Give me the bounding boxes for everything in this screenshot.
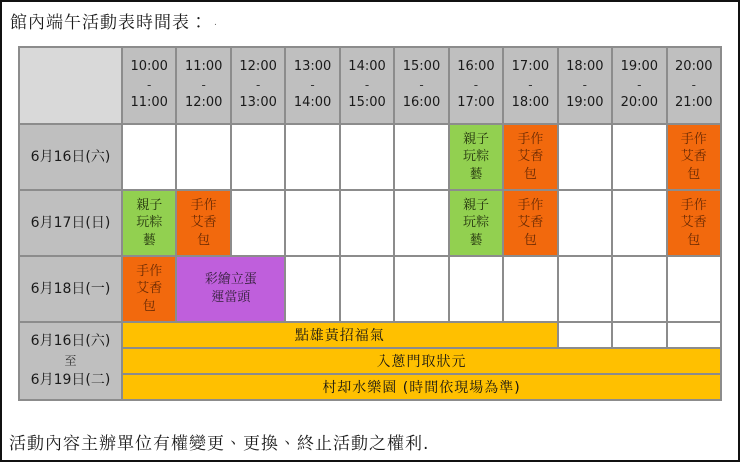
time-header-cell: 19:00 - 20:00	[612, 47, 666, 124]
header-row	[19, 47, 721, 124]
bar-waterpark: 村却水樂園 (時間依現場為準)	[122, 374, 721, 400]
empty-cell	[449, 256, 503, 322]
activity-cell-sachet: 手作 艾香 包	[122, 256, 176, 322]
day-row-jun18	[19, 256, 721, 322]
empty-cell	[612, 322, 666, 348]
disclaimer-text: 活動內容主辦單位有權變更、更換、終止活動之權利.	[9, 434, 430, 454]
empty-cell	[340, 190, 394, 256]
time-header-cell: 18:00 - 19:00	[558, 47, 612, 124]
row-label-jun16: 6月16日(六)	[19, 124, 122, 190]
time-header-cell: 15:00 - 16:00	[394, 47, 448, 124]
empty-cell	[394, 124, 448, 190]
time-header-cell: 13:00 - 14:00	[285, 47, 339, 124]
empty-cell	[122, 124, 176, 190]
bar-scallion: 入蔥門取狀元	[122, 348, 721, 374]
time-header-cell: 16:00 - 17:00	[449, 47, 503, 124]
time-header-cell: 14:00 - 15:00	[340, 47, 394, 124]
activity-cell-sachet: 手作 艾香 包	[503, 124, 557, 190]
range-row-scallion	[19, 348, 721, 374]
empty-cell	[176, 124, 230, 190]
day-row-jun17	[19, 190, 721, 256]
corner-cell	[19, 47, 122, 124]
empty-cell	[558, 256, 612, 322]
time-header-cell: 20:00 - 21:00	[667, 47, 721, 124]
activity-cell-egg: 彩繪立蛋 運當頭	[176, 256, 285, 322]
activity-cell-zongzi: 親子 玩粽 藝	[122, 190, 176, 256]
empty-cell	[231, 190, 285, 256]
empty-cell	[612, 124, 666, 190]
empty-cell	[558, 190, 612, 256]
page-title-text: 館內端午活動表時間表：	[10, 13, 208, 33]
empty-cell	[667, 322, 721, 348]
time-header-cell: 17:00 - 18:00	[503, 47, 557, 124]
empty-cell	[231, 124, 285, 190]
empty-cell	[612, 256, 666, 322]
empty-cell	[558, 124, 612, 190]
empty-cell	[340, 256, 394, 322]
schedule-table	[18, 46, 722, 401]
empty-cell	[394, 190, 448, 256]
time-header-cell: 12:00 - 13:00	[231, 47, 285, 124]
activity-cell-sachet: 手作 艾香 包	[176, 190, 230, 256]
row-label-jun17: 6月17日(日)	[19, 190, 122, 256]
empty-cell	[667, 256, 721, 322]
row-label-jun18: 6月18日(一)	[19, 256, 122, 322]
activity-cell-sachet: 手作 艾香 包	[667, 124, 721, 190]
day-row-jun16	[19, 124, 721, 190]
time-header-cell: 10:00 - 11:00	[122, 47, 176, 124]
activity-cell-sachet: 手作 艾香 包	[503, 190, 557, 256]
empty-cell	[612, 190, 666, 256]
activity-cell-sachet: 手作 艾香 包	[667, 190, 721, 256]
empty-cell	[503, 256, 557, 322]
range-row-waterpark	[19, 374, 721, 400]
stray-mark: .	[214, 18, 218, 28]
page-title	[10, 8, 218, 33]
empty-cell	[285, 256, 339, 322]
empty-cell	[285, 190, 339, 256]
empty-cell	[285, 124, 339, 190]
bar-realgar: 點雄黃招福氣	[122, 322, 558, 348]
empty-cell	[558, 322, 612, 348]
row-label-jun16-19: 6月16日(六) 至 6月19日(二)	[19, 322, 122, 400]
time-header-cell: 11:00 - 12:00	[176, 47, 230, 124]
range-row-realgar	[19, 322, 721, 348]
empty-cell	[340, 124, 394, 190]
empty-cell	[394, 256, 448, 322]
activity-cell-zongzi: 親子 玩粽 藝	[449, 190, 503, 256]
activity-cell-zongzi: 親子 玩粽 藝	[449, 124, 503, 190]
